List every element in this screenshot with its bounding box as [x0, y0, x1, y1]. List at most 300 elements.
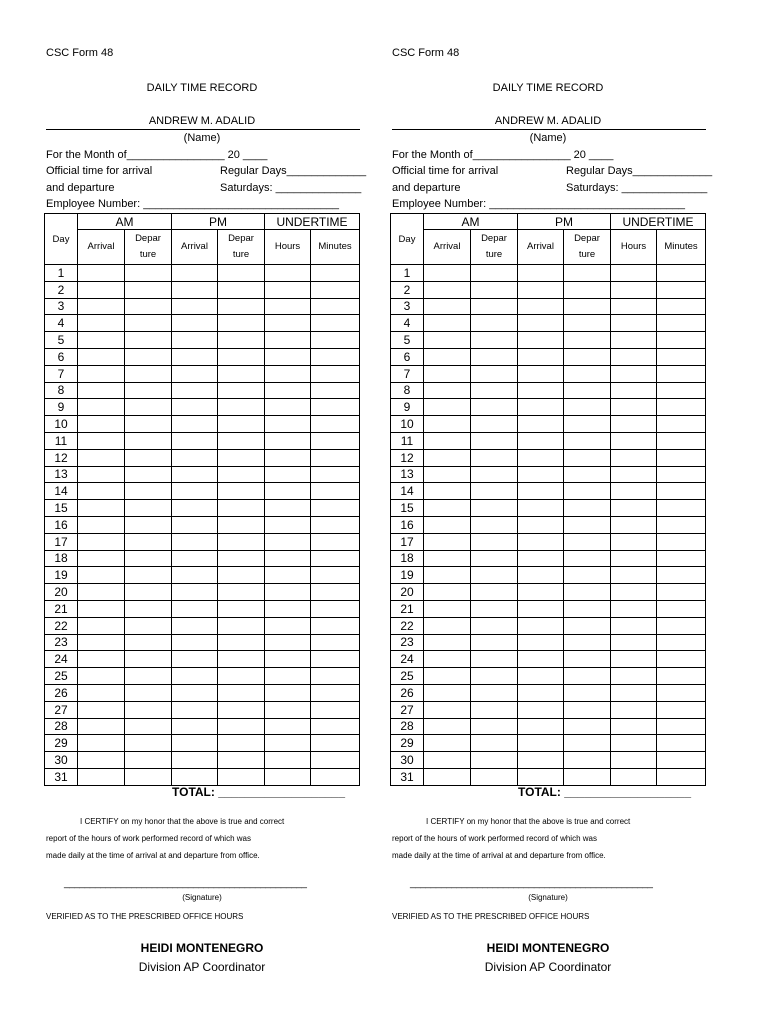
am-arrival-cell[interactable] — [78, 298, 125, 315]
undertime-minutes-cell[interactable] — [657, 500, 706, 517]
undertime-minutes-cell[interactable] — [311, 500, 360, 517]
am-arrival-cell[interactable] — [78, 516, 125, 533]
undertime-hours-cell[interactable] — [265, 584, 311, 601]
undertime-hours-cell[interactable] — [265, 668, 311, 685]
pm-departure-cell[interactable] — [218, 516, 265, 533]
pm-arrival-cell[interactable] — [518, 701, 564, 718]
pm-arrival-cell[interactable] — [172, 315, 218, 332]
undertime-hours-cell[interactable] — [611, 768, 657, 785]
am-departure-cell[interactable] — [471, 483, 518, 500]
am-departure-cell[interactable] — [471, 449, 518, 466]
undertime-minutes-cell[interactable] — [311, 651, 360, 668]
undertime-hours-cell[interactable] — [611, 416, 657, 433]
pm-departure-cell[interactable] — [564, 332, 611, 349]
undertime-minutes-cell[interactable] — [311, 348, 360, 365]
pm-arrival-cell[interactable] — [518, 768, 564, 785]
am-arrival-cell[interactable] — [424, 432, 471, 449]
am-arrival-cell[interactable] — [78, 668, 125, 685]
am-arrival-cell[interactable] — [78, 315, 125, 332]
undertime-minutes-cell[interactable] — [657, 684, 706, 701]
undertime-hours-cell[interactable] — [265, 651, 311, 668]
undertime-minutes-cell[interactable] — [657, 483, 706, 500]
pm-departure-cell[interactable] — [564, 567, 611, 584]
pm-departure-cell[interactable] — [564, 718, 611, 735]
pm-arrival-cell[interactable] — [172, 752, 218, 769]
pm-arrival-cell[interactable] — [518, 651, 564, 668]
pm-arrival-cell[interactable] — [172, 718, 218, 735]
pm-arrival-cell[interactable] — [172, 735, 218, 752]
am-arrival-cell[interactable] — [78, 281, 125, 298]
pm-departure-cell[interactable] — [564, 617, 611, 634]
am-arrival-cell[interactable] — [424, 466, 471, 483]
am-departure-cell[interactable] — [125, 617, 172, 634]
undertime-minutes-cell[interactable] — [311, 752, 360, 769]
am-arrival-cell[interactable] — [78, 684, 125, 701]
undertime-hours-cell[interactable] — [611, 348, 657, 365]
pm-departure-cell[interactable] — [564, 365, 611, 382]
undertime-minutes-cell[interactable] — [657, 281, 706, 298]
pm-departure-cell[interactable] — [218, 533, 265, 550]
am-arrival-cell[interactable] — [424, 634, 471, 651]
undertime-hours-cell[interactable] — [265, 365, 311, 382]
am-departure-cell[interactable] — [125, 684, 172, 701]
undertime-hours-cell[interactable] — [611, 668, 657, 685]
am-departure-cell[interactable] — [471, 281, 518, 298]
undertime-minutes-cell[interactable] — [657, 432, 706, 449]
am-arrival-cell[interactable] — [424, 382, 471, 399]
pm-arrival-cell[interactable] — [172, 382, 218, 399]
pm-arrival-cell[interactable] — [518, 298, 564, 315]
am-departure-cell[interactable] — [471, 768, 518, 785]
am-arrival-cell[interactable] — [424, 701, 471, 718]
pm-arrival-cell[interactable] — [172, 533, 218, 550]
undertime-hours-cell[interactable] — [611, 298, 657, 315]
pm-arrival-cell[interactable] — [172, 416, 218, 433]
am-departure-cell[interactable] — [125, 399, 172, 416]
pm-arrival-cell[interactable] — [172, 651, 218, 668]
am-departure-cell[interactable] — [125, 265, 172, 282]
am-arrival-cell[interactable] — [424, 315, 471, 332]
am-arrival-cell[interactable] — [424, 348, 471, 365]
undertime-minutes-cell[interactable] — [311, 617, 360, 634]
am-departure-cell[interactable] — [471, 399, 518, 416]
am-departure-cell[interactable] — [471, 718, 518, 735]
pm-departure-cell[interactable] — [564, 281, 611, 298]
undertime-minutes-cell[interactable] — [311, 281, 360, 298]
am-arrival-cell[interactable] — [424, 584, 471, 601]
undertime-minutes-cell[interactable] — [311, 516, 360, 533]
am-arrival-cell[interactable] — [424, 281, 471, 298]
undertime-hours-cell[interactable] — [265, 752, 311, 769]
pm-departure-cell[interactable] — [564, 399, 611, 416]
am-arrival-cell[interactable] — [78, 533, 125, 550]
am-departure-cell[interactable] — [471, 432, 518, 449]
undertime-hours-cell[interactable] — [611, 365, 657, 382]
undertime-minutes-cell[interactable] — [311, 399, 360, 416]
pm-arrival-cell[interactable] — [172, 449, 218, 466]
pm-arrival-cell[interactable] — [518, 416, 564, 433]
pm-arrival-cell[interactable] — [518, 752, 564, 769]
undertime-hours-cell[interactable] — [611, 701, 657, 718]
pm-departure-cell[interactable] — [564, 584, 611, 601]
am-departure-cell[interactable] — [125, 668, 172, 685]
undertime-hours-cell[interactable] — [265, 617, 311, 634]
undertime-minutes-cell[interactable] — [311, 432, 360, 449]
pm-arrival-cell[interactable] — [518, 365, 564, 382]
am-arrival-cell[interactable] — [424, 752, 471, 769]
am-arrival-cell[interactable] — [78, 651, 125, 668]
undertime-minutes-cell[interactable] — [657, 634, 706, 651]
undertime-minutes-cell[interactable] — [657, 701, 706, 718]
undertime-hours-cell[interactable] — [611, 265, 657, 282]
am-departure-cell[interactable] — [125, 483, 172, 500]
undertime-hours-cell[interactable] — [265, 432, 311, 449]
undertime-hours-cell[interactable] — [265, 718, 311, 735]
pm-arrival-cell[interactable] — [518, 265, 564, 282]
pm-departure-cell[interactable] — [564, 634, 611, 651]
pm-arrival-cell[interactable] — [172, 516, 218, 533]
undertime-minutes-cell[interactable] — [311, 600, 360, 617]
undertime-hours-cell[interactable] — [265, 315, 311, 332]
pm-departure-cell[interactable] — [218, 701, 265, 718]
am-departure-cell[interactable] — [125, 315, 172, 332]
undertime-hours-cell[interactable] — [611, 315, 657, 332]
pm-arrival-cell[interactable] — [518, 600, 564, 617]
undertime-hours-cell[interactable] — [265, 449, 311, 466]
undertime-minutes-cell[interactable] — [657, 399, 706, 416]
undertime-hours-cell[interactable] — [611, 651, 657, 668]
am-departure-cell[interactable] — [471, 668, 518, 685]
undertime-hours-cell[interactable] — [265, 466, 311, 483]
pm-arrival-cell[interactable] — [172, 466, 218, 483]
am-departure-cell[interactable] — [471, 617, 518, 634]
pm-arrival-cell[interactable] — [172, 634, 218, 651]
pm-arrival-cell[interactable] — [518, 567, 564, 584]
undertime-hours-cell[interactable] — [611, 617, 657, 634]
pm-departure-cell[interactable] — [218, 449, 265, 466]
pm-arrival-cell[interactable] — [518, 332, 564, 349]
undertime-hours-cell[interactable] — [611, 466, 657, 483]
pm-departure-cell[interactable] — [218, 416, 265, 433]
am-departure-cell[interactable] — [471, 634, 518, 651]
am-arrival-cell[interactable] — [78, 600, 125, 617]
am-arrival-cell[interactable] — [78, 634, 125, 651]
pm-arrival-cell[interactable] — [172, 550, 218, 567]
undertime-hours-cell[interactable] — [265, 567, 311, 584]
undertime-hours-cell[interactable] — [265, 684, 311, 701]
am-departure-cell[interactable] — [125, 584, 172, 601]
undertime-minutes-cell[interactable] — [311, 768, 360, 785]
pm-arrival-cell[interactable] — [172, 265, 218, 282]
pm-departure-cell[interactable] — [218, 752, 265, 769]
am-arrival-cell[interactable] — [424, 550, 471, 567]
am-arrival-cell[interactable] — [424, 651, 471, 668]
undertime-minutes-cell[interactable] — [657, 265, 706, 282]
am-arrival-cell[interactable] — [78, 332, 125, 349]
pm-departure-cell[interactable] — [218, 483, 265, 500]
am-departure-cell[interactable] — [471, 735, 518, 752]
pm-departure-cell[interactable] — [564, 701, 611, 718]
undertime-hours-cell[interactable] — [611, 718, 657, 735]
am-departure-cell[interactable] — [471, 382, 518, 399]
pm-arrival-cell[interactable] — [172, 500, 218, 517]
undertime-minutes-cell[interactable] — [657, 466, 706, 483]
pm-departure-cell[interactable] — [564, 600, 611, 617]
pm-arrival-cell[interactable] — [172, 768, 218, 785]
am-departure-cell[interactable] — [125, 432, 172, 449]
pm-departure-cell[interactable] — [564, 550, 611, 567]
pm-arrival-cell[interactable] — [518, 617, 564, 634]
pm-arrival-cell[interactable] — [518, 382, 564, 399]
am-arrival-cell[interactable] — [78, 567, 125, 584]
undertime-hours-cell[interactable] — [265, 701, 311, 718]
pm-departure-cell[interactable] — [218, 265, 265, 282]
am-arrival-cell[interactable] — [78, 735, 125, 752]
am-departure-cell[interactable] — [125, 416, 172, 433]
undertime-hours-cell[interactable] — [611, 584, 657, 601]
am-departure-cell[interactable] — [125, 516, 172, 533]
am-departure-cell[interactable] — [125, 567, 172, 584]
am-arrival-cell[interactable] — [424, 416, 471, 433]
pm-arrival-cell[interactable] — [518, 735, 564, 752]
am-departure-cell[interactable] — [471, 684, 518, 701]
pm-arrival-cell[interactable] — [518, 466, 564, 483]
undertime-hours-cell[interactable] — [611, 483, 657, 500]
undertime-minutes-cell[interactable] — [657, 365, 706, 382]
undertime-minutes-cell[interactable] — [657, 516, 706, 533]
undertime-minutes-cell[interactable] — [657, 416, 706, 433]
am-arrival-cell[interactable] — [424, 718, 471, 735]
am-arrival-cell[interactable] — [78, 718, 125, 735]
am-arrival-cell[interactable] — [78, 701, 125, 718]
pm-arrival-cell[interactable] — [172, 298, 218, 315]
undertime-hours-cell[interactable] — [265, 416, 311, 433]
pm-departure-cell[interactable] — [564, 382, 611, 399]
undertime-minutes-cell[interactable] — [311, 684, 360, 701]
undertime-minutes-cell[interactable] — [311, 584, 360, 601]
am-arrival-cell[interactable] — [424, 768, 471, 785]
undertime-hours-cell[interactable] — [611, 281, 657, 298]
pm-departure-cell[interactable] — [218, 584, 265, 601]
pm-departure-cell[interactable] — [564, 432, 611, 449]
am-departure-cell[interactable] — [471, 550, 518, 567]
undertime-minutes-cell[interactable] — [657, 718, 706, 735]
am-arrival-cell[interactable] — [78, 416, 125, 433]
am-departure-cell[interactable] — [125, 752, 172, 769]
am-departure-cell[interactable] — [471, 332, 518, 349]
am-departure-cell[interactable] — [471, 516, 518, 533]
am-departure-cell[interactable] — [471, 265, 518, 282]
pm-departure-cell[interactable] — [564, 684, 611, 701]
pm-arrival-cell[interactable] — [172, 684, 218, 701]
am-departure-cell[interactable] — [125, 550, 172, 567]
undertime-hours-cell[interactable] — [265, 298, 311, 315]
am-arrival-cell[interactable] — [424, 483, 471, 500]
pm-arrival-cell[interactable] — [172, 365, 218, 382]
pm-departure-cell[interactable] — [564, 466, 611, 483]
am-departure-cell[interactable] — [125, 365, 172, 382]
pm-departure-cell[interactable] — [218, 567, 265, 584]
pm-departure-cell[interactable] — [564, 752, 611, 769]
pm-arrival-cell[interactable] — [518, 449, 564, 466]
pm-arrival-cell[interactable] — [172, 348, 218, 365]
pm-arrival-cell[interactable] — [518, 399, 564, 416]
undertime-hours-cell[interactable] — [265, 735, 311, 752]
pm-arrival-cell[interactable] — [172, 617, 218, 634]
undertime-hours-cell[interactable] — [611, 533, 657, 550]
am-departure-cell[interactable] — [125, 348, 172, 365]
pm-arrival-cell[interactable] — [518, 483, 564, 500]
am-departure-cell[interactable] — [125, 298, 172, 315]
am-arrival-cell[interactable] — [78, 768, 125, 785]
undertime-hours-cell[interactable] — [611, 399, 657, 416]
pm-departure-cell[interactable] — [564, 651, 611, 668]
pm-arrival-cell[interactable] — [172, 483, 218, 500]
pm-arrival-cell[interactable] — [172, 668, 218, 685]
undertime-hours-cell[interactable] — [265, 516, 311, 533]
undertime-minutes-cell[interactable] — [657, 382, 706, 399]
pm-arrival-cell[interactable] — [172, 399, 218, 416]
am-departure-cell[interactable] — [125, 735, 172, 752]
am-departure-cell[interactable] — [471, 365, 518, 382]
pm-departure-cell[interactable] — [564, 348, 611, 365]
am-arrival-cell[interactable] — [78, 348, 125, 365]
pm-arrival-cell[interactable] — [518, 634, 564, 651]
pm-departure-cell[interactable] — [218, 768, 265, 785]
undertime-minutes-cell[interactable] — [311, 416, 360, 433]
pm-departure-cell[interactable] — [564, 449, 611, 466]
pm-departure-cell[interactable] — [218, 281, 265, 298]
am-departure-cell[interactable] — [471, 752, 518, 769]
pm-arrival-cell[interactable] — [172, 584, 218, 601]
am-arrival-cell[interactable] — [78, 382, 125, 399]
undertime-hours-cell[interactable] — [611, 634, 657, 651]
pm-departure-cell[interactable] — [564, 533, 611, 550]
am-departure-cell[interactable] — [125, 718, 172, 735]
am-arrival-cell[interactable] — [78, 432, 125, 449]
pm-departure-cell[interactable] — [564, 298, 611, 315]
pm-departure-cell[interactable] — [564, 500, 611, 517]
am-departure-cell[interactable] — [125, 600, 172, 617]
pm-arrival-cell[interactable] — [518, 516, 564, 533]
am-arrival-cell[interactable] — [78, 617, 125, 634]
pm-departure-cell[interactable] — [564, 516, 611, 533]
am-departure-cell[interactable] — [125, 533, 172, 550]
am-arrival-cell[interactable] — [424, 684, 471, 701]
undertime-hours-cell[interactable] — [611, 752, 657, 769]
am-arrival-cell[interactable] — [424, 365, 471, 382]
undertime-hours-cell[interactable] — [265, 483, 311, 500]
pm-departure-cell[interactable] — [218, 466, 265, 483]
undertime-minutes-cell[interactable] — [311, 382, 360, 399]
am-departure-cell[interactable] — [471, 567, 518, 584]
pm-departure-cell[interactable] — [564, 483, 611, 500]
pm-arrival-cell[interactable] — [518, 533, 564, 550]
pm-departure-cell[interactable] — [218, 348, 265, 365]
am-departure-cell[interactable] — [471, 651, 518, 668]
pm-arrival-cell[interactable] — [518, 315, 564, 332]
am-arrival-cell[interactable] — [424, 567, 471, 584]
pm-departure-cell[interactable] — [218, 382, 265, 399]
am-departure-cell[interactable] — [471, 416, 518, 433]
pm-departure-cell[interactable] — [218, 550, 265, 567]
undertime-minutes-cell[interactable] — [657, 298, 706, 315]
undertime-minutes-cell[interactable] — [657, 735, 706, 752]
undertime-hours-cell[interactable] — [265, 265, 311, 282]
undertime-minutes-cell[interactable] — [311, 365, 360, 382]
pm-departure-cell[interactable] — [564, 265, 611, 282]
am-departure-cell[interactable] — [125, 281, 172, 298]
pm-departure-cell[interactable] — [218, 600, 265, 617]
pm-departure-cell[interactable] — [218, 735, 265, 752]
am-departure-cell[interactable] — [471, 348, 518, 365]
undertime-minutes-cell[interactable] — [657, 651, 706, 668]
pm-arrival-cell[interactable] — [172, 600, 218, 617]
am-arrival-cell[interactable] — [424, 617, 471, 634]
pm-departure-cell[interactable] — [564, 735, 611, 752]
pm-departure-cell[interactable] — [218, 432, 265, 449]
pm-arrival-cell[interactable] — [172, 281, 218, 298]
am-departure-cell[interactable] — [471, 533, 518, 550]
am-arrival-cell[interactable] — [424, 516, 471, 533]
pm-arrival-cell[interactable] — [518, 500, 564, 517]
pm-arrival-cell[interactable] — [518, 550, 564, 567]
pm-departure-cell[interactable] — [218, 684, 265, 701]
am-arrival-cell[interactable] — [78, 500, 125, 517]
pm-departure-cell[interactable] — [218, 718, 265, 735]
undertime-minutes-cell[interactable] — [311, 735, 360, 752]
am-departure-cell[interactable] — [471, 600, 518, 617]
am-arrival-cell[interactable] — [424, 533, 471, 550]
undertime-minutes-cell[interactable] — [657, 315, 706, 332]
undertime-minutes-cell[interactable] — [657, 600, 706, 617]
am-departure-cell[interactable] — [125, 500, 172, 517]
pm-departure-cell[interactable] — [564, 768, 611, 785]
am-departure-cell[interactable] — [471, 315, 518, 332]
undertime-minutes-cell[interactable] — [657, 550, 706, 567]
undertime-hours-cell[interactable] — [611, 449, 657, 466]
undertime-hours-cell[interactable] — [611, 567, 657, 584]
am-arrival-cell[interactable] — [78, 399, 125, 416]
undertime-minutes-cell[interactable] — [311, 298, 360, 315]
am-departure-cell[interactable] — [125, 651, 172, 668]
am-arrival-cell[interactable] — [78, 550, 125, 567]
undertime-hours-cell[interactable] — [265, 634, 311, 651]
am-arrival-cell[interactable] — [78, 752, 125, 769]
undertime-minutes-cell[interactable] — [657, 332, 706, 349]
pm-arrival-cell[interactable] — [518, 432, 564, 449]
am-departure-cell[interactable] — [125, 768, 172, 785]
undertime-hours-cell[interactable] — [265, 600, 311, 617]
am-departure-cell[interactable] — [125, 701, 172, 718]
pm-arrival-cell[interactable] — [172, 332, 218, 349]
undertime-hours-cell[interactable] — [265, 281, 311, 298]
pm-departure-cell[interactable] — [218, 617, 265, 634]
undertime-minutes-cell[interactable] — [657, 668, 706, 685]
pm-departure-cell[interactable] — [218, 651, 265, 668]
am-arrival-cell[interactable] — [424, 298, 471, 315]
am-arrival-cell[interactable] — [424, 500, 471, 517]
pm-arrival-cell[interactable] — [518, 281, 564, 298]
am-departure-cell[interactable] — [125, 634, 172, 651]
undertime-hours-cell[interactable] — [611, 516, 657, 533]
undertime-hours-cell[interactable] — [265, 768, 311, 785]
pm-departure-cell[interactable] — [218, 332, 265, 349]
undertime-hours-cell[interactable] — [265, 399, 311, 416]
am-arrival-cell[interactable] — [424, 600, 471, 617]
pm-arrival-cell[interactable] — [172, 567, 218, 584]
am-departure-cell[interactable] — [471, 584, 518, 601]
